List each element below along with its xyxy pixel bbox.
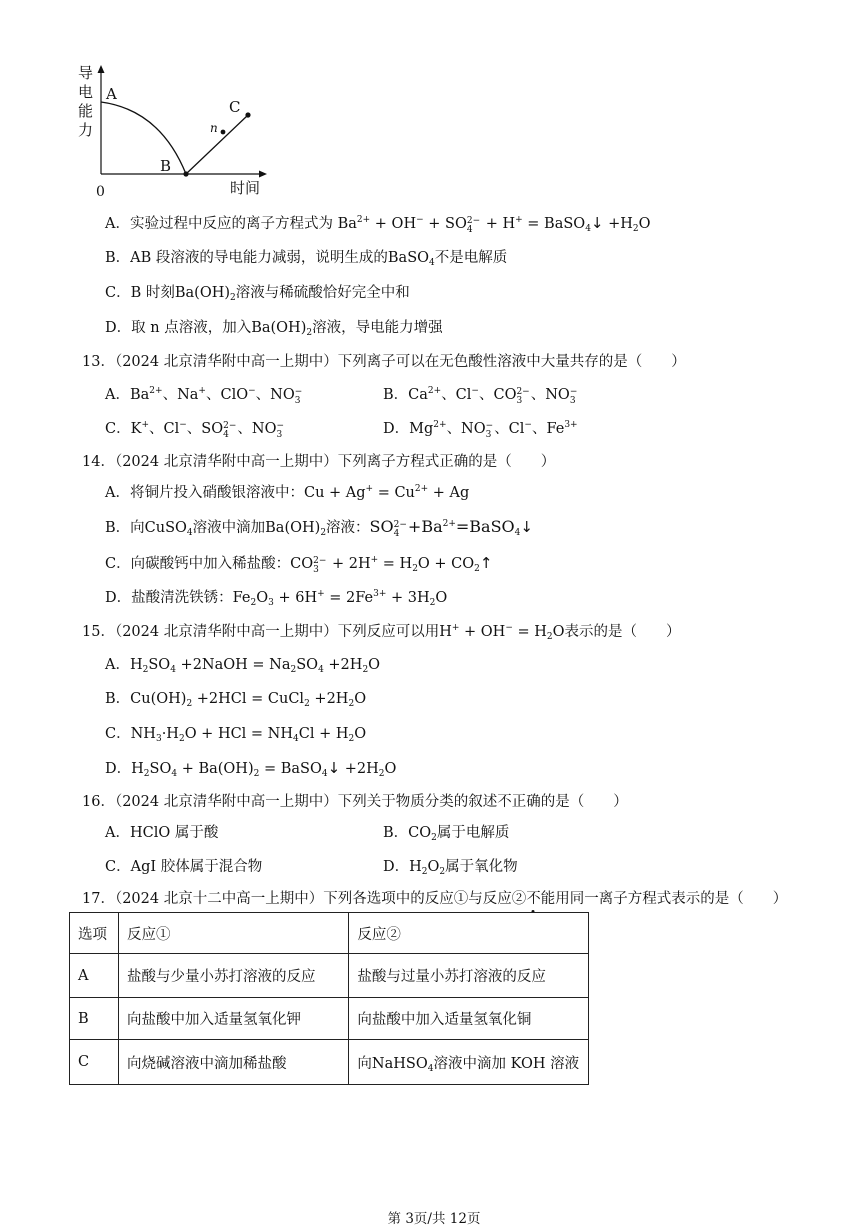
option-label: A． — [105, 825, 130, 841]
q15-stem — [82, 620, 681, 641]
option-label: B． — [105, 691, 131, 707]
option-text: AgI 胶体属于混合物 — [130, 859, 263, 875]
equation: CO 2− 3 + $2H^+ = H_2O$ + $CO_2↑$ — [290, 554, 493, 575]
option-label: A． — [105, 485, 130, 501]
option-label: A． — [105, 657, 130, 673]
option-text: 向碳酸钙中加入稀盐酸： — [130, 556, 291, 572]
table-header-cell: 反应② — [349, 913, 589, 954]
option-label: C． — [105, 421, 131, 437]
point-n-marker — [221, 130, 226, 135]
equation: $Ba^{2+} + OH^-$ + SO 2− 4 + H+ = BaSO$_4$↓ $+H_2O$ — [337, 214, 651, 235]
ions: $Ca^{2+}$、Cl−、CO 2− 3 、NO − 3 — [408, 386, 578, 406]
table-header-cell: 反应① — [118, 913, 348, 954]
table-cell: 向盐酸中加入适量氢氧化铜 — [349, 998, 589, 1040]
cell-text: 溶液中滴加 KOH 溶液 — [433, 1055, 580, 1072]
emphasis-char: 不 — [526, 887, 541, 908]
option-label: D． — [105, 320, 132, 336]
table-cell-option: B — [70, 998, 119, 1040]
option-text: 溶液中滴加 — [192, 520, 266, 536]
table-cell-option: C — [70, 1040, 119, 1085]
equation: $Fe_2O_3 + 6H^+ = 2Fe^{3+} + 3H_2O$ — [232, 589, 448, 608]
option-text: 属于电解质 — [436, 825, 510, 841]
option-label: C． — [105, 556, 131, 572]
q12-option-b — [105, 246, 507, 267]
equation: $Cu + Ag^+ = Cu^{2+} + Ag$ — [303, 484, 470, 501]
ions: $Mg^{2+}$、NO − 3 、Cl−、$Fe^{3+}$ — [409, 420, 578, 440]
origin-label: 0 — [96, 184, 105, 200]
formula: $Ba(OH)_2$ — [251, 320, 313, 338]
q13-option-d — [383, 417, 578, 440]
option-label: B． — [383, 825, 409, 841]
q13-option-b — [383, 383, 578, 406]
table-cell: 盐酸与少量小苏打溶液的反应 — [118, 954, 348, 998]
q15-option-b — [105, 687, 366, 708]
point-a-label: A — [106, 85, 117, 103]
option-label: C． — [105, 285, 131, 301]
option-text: 将铜片投入硝酸银溶液中： — [129, 485, 304, 501]
formula: $Ba(OH)_2$ — [265, 520, 327, 538]
point-b-marker — [183, 171, 188, 176]
q13-option-a — [105, 383, 303, 406]
y-axis-label — [78, 64, 94, 140]
option-text: B 时刻 — [130, 285, 175, 301]
table-cell: 向烧碱溶液中滴加稀盐酸 — [118, 1040, 348, 1085]
table-row — [70, 998, 589, 1040]
option-text: 不是电解质 — [434, 250, 508, 266]
option-text: 溶液： — [326, 520, 370, 536]
q13-stem: 13．（2024 北京清华附中高一上期中）下列离子可以在无色酸性溶液中大量共存的是（ ） — [82, 354, 686, 370]
q14-stem: 14．（2024 北京清华附中高一上期中）下列离子方程式正确的是（ ） — [82, 454, 556, 470]
q12-option-c — [105, 281, 410, 302]
q17-table — [69, 912, 589, 1085]
option-label: B． — [105, 250, 131, 266]
q14-option-a — [105, 481, 469, 502]
option-text: 属于氧化物 — [445, 859, 518, 875]
q16-option-c — [105, 855, 262, 876]
formula: NaHSO$_4$ — [371, 1055, 434, 1074]
curve-ab — [101, 102, 186, 174]
option-label: B． — [105, 520, 131, 536]
option-label: C． — [105, 726, 131, 742]
x-axis-arrow — [259, 171, 267, 178]
q14-option-d — [105, 586, 447, 607]
q15-option-a — [105, 653, 380, 674]
option-label: D． — [383, 421, 410, 437]
equation: SO 2− 4 $+Ba^{2+}=BaSO_4↓$ — [369, 517, 533, 539]
stem-text: 能用同一离子方程式表示的是（ ） — [540, 891, 788, 907]
stem-text: 表示的是（ ） — [564, 624, 681, 640]
q12-option-a — [105, 212, 651, 235]
option-label: D． — [105, 590, 132, 606]
q15-option-d — [105, 757, 396, 778]
table-row — [70, 1040, 589, 1085]
option-text: 取 n 点溶液，加入 — [131, 320, 252, 336]
cell-text: 向 — [357, 1055, 372, 1072]
y-axis-char: 力 — [78, 121, 94, 139]
table-cell-option: A — [70, 954, 119, 998]
y-axis-char: 能 — [78, 102, 94, 120]
point-b-label: B — [160, 157, 172, 175]
equation: $Cu(OH)_2 +2HCl$ = CuCl$_2$ $+2H_2O$ — [130, 691, 367, 709]
table-cell: 向盐酸中加入适量氢氧化钾 — [118, 998, 348, 1040]
formula: BaSO$_4$ — [387, 250, 435, 268]
q16-option-b — [383, 821, 509, 842]
stem-text: 17．（2024 北京十二中高一上期中）下列各选项中的反应①与反应② — [82, 891, 527, 907]
table-row — [70, 954, 589, 998]
q16-option-d — [383, 855, 518, 876]
page-footer: 第 3页/共 12页 — [387, 1211, 481, 1227]
stem-text: 15．（2024 北京清华附中高一上期中）下列反应可以用 — [82, 624, 440, 640]
formula: CuSO$_4$ — [144, 520, 193, 538]
q17-stem — [82, 887, 787, 908]
option-text: HClO 属于酸 — [129, 825, 219, 841]
option-text: 盐酸清洗铁锈： — [131, 590, 233, 606]
option-label: D． — [105, 761, 132, 777]
formula: $Ba(OH)_2$ — [174, 285, 236, 303]
option-label: A． — [105, 387, 130, 403]
equation: $H_2SO_4$ +2NaOH = $Na_2SO_4 +2H_2O$ — [129, 657, 381, 675]
equation: $H_2SO_4 + Ba(OH)_2$ = BaSO$_4$↓ $+2H_2O$ — [131, 759, 397, 779]
option-text: 溶液与稀硫酸恰好完全中和 — [235, 285, 410, 301]
y-axis-char: 导 — [78, 64, 94, 82]
table-cell: 盐酸与过量小苏打溶液的反应 — [349, 954, 589, 998]
ions: K+、Cl−、SO 2− 4 、NO − 3 — [130, 420, 285, 440]
q15-option-c — [105, 722, 366, 743]
q14-option-c — [105, 552, 492, 575]
point-n-label: n — [210, 121, 218, 135]
q16-stem: 16．（2024 北京清华附中高一上期中）下列关于物质分类的叙述不正确的是（ ） — [82, 794, 628, 810]
q14-option-b — [105, 516, 533, 539]
q12-option-d — [105, 316, 443, 337]
option-label: D． — [383, 859, 410, 875]
x-axis-label: 时间 — [230, 179, 261, 197]
table-header-cell: 选项 — [70, 913, 119, 954]
option-text: 实验过程中反应的离子方程式为 — [129, 216, 333, 232]
table-cell — [349, 1040, 589, 1085]
option-label: C． — [105, 859, 131, 875]
y-axis-char: 电 — [78, 83, 94, 101]
table-header-row — [70, 913, 589, 954]
option-text: AB 段溶液的导电能力减弱，说明生成的 — [130, 250, 388, 266]
q13-option-c — [105, 417, 285, 440]
ions: $Ba^{2+}$、Na+、ClO−、NO − 3 — [129, 386, 303, 406]
option-label: B． — [383, 387, 409, 403]
option-text: 溶液，导电能力增强 — [312, 320, 443, 336]
point-c-marker — [245, 112, 250, 117]
option-label: A． — [105, 216, 130, 232]
q16-option-a — [105, 821, 218, 842]
equation: $H^+ + OH^- = H_2O$ — [439, 623, 565, 642]
equation: $NH_3\cdot H_2O$ + HCl = $NH_4Cl + H_2O$ — [130, 726, 367, 744]
option-text: 向 — [130, 520, 145, 536]
y-axis-arrow — [98, 65, 105, 73]
formula: $CO_2$ — [408, 825, 437, 843]
point-c-label: C — [229, 98, 241, 116]
formula: $H_2O_2$ — [409, 859, 446, 877]
